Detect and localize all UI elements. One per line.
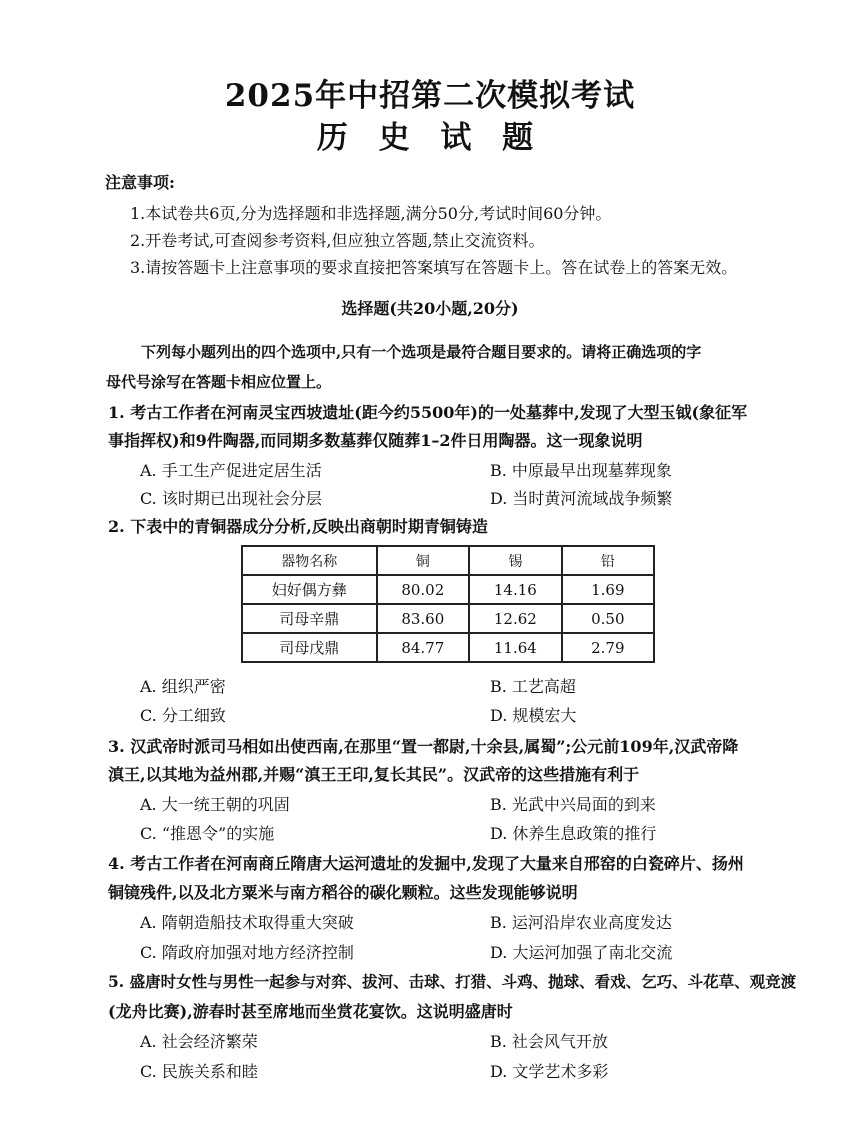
- table-cell: 14.16: [469, 575, 562, 604]
- table-cell: 司母辛鼎: [242, 604, 377, 633]
- question-3-stem: 3. 汉武帝时派司马相如出使西南,在那里“置一都尉,十余县,属蜀”;公元前109年,汉武帝降: [108, 737, 739, 756]
- question-4-option-c[interactable]: C. 隋政府加强对地方经济控制: [140, 943, 354, 962]
- question-5-option-d[interactable]: D. 文学艺术多彩: [490, 1062, 609, 1081]
- table-header-row: [242, 546, 654, 575]
- table-cell: 80.02: [377, 575, 470, 604]
- table-header-cell: 锡: [469, 546, 562, 575]
- section-instruction: 下列每小题列出的四个选项中,只有一个选项是最符合题目要求的。请将正确选项的字: [141, 343, 702, 361]
- question-3-option-b[interactable]: B. 光武中兴局面的到来: [490, 795, 656, 814]
- question-1-option-c[interactable]: C. 该时期已出现社会分层: [140, 489, 322, 508]
- table-cell: 1.69: [562, 575, 654, 604]
- question-2-option-b[interactable]: B. 工艺高超: [490, 677, 576, 696]
- question-2-option-a[interactable]: A. 组织严密: [140, 677, 226, 696]
- question-3-option-c[interactable]: C. “推恩令”的实施: [140, 824, 275, 843]
- table-header-cell: 器物名称: [242, 546, 377, 575]
- question-1-option-d[interactable]: D. 当时黄河流域战争频繁: [490, 489, 673, 508]
- table-cell: 11.64: [469, 633, 562, 662]
- question-3-option-d[interactable]: D. 休养生息政策的推行: [490, 824, 657, 843]
- table-cell: 司母戊鼎: [242, 633, 377, 662]
- bronze-composition-table: [241, 545, 655, 663]
- question-3-option-a[interactable]: A. 大一统王朝的巩固: [140, 795, 290, 814]
- question-5-option-b[interactable]: B. 社会风气开放: [490, 1032, 608, 1051]
- question-5-option-a[interactable]: A. 社会经济繁荣: [140, 1032, 258, 1051]
- notice-item: 3.请按答题卡上注意事项的要求直接把答案填写在答题卡上。答在试卷上的答案无效。: [130, 258, 738, 277]
- notice-title: 注意事项:: [105, 173, 175, 192]
- table-cell: 妇好偶方彝: [242, 575, 377, 604]
- question-4-stem: 铜镜残件,以及北方粟米与南方稻谷的碳化颗粒。这些发现能够说明: [108, 883, 578, 902]
- question-4-option-b[interactable]: B. 运河沿岸农业高度发达: [490, 913, 672, 932]
- question-2-option-c[interactable]: C. 分工细致: [140, 706, 226, 725]
- question-1-option-a[interactable]: A. 手工生产促进定居生活: [140, 461, 322, 480]
- exam-title: 2025年中招第二次模拟考试: [224, 78, 636, 114]
- exam-subtitle: 历 史 试 题: [316, 120, 544, 156]
- table-cell: 83.60: [377, 604, 470, 633]
- table-row: [242, 633, 654, 662]
- question-1-option-b[interactable]: B. 中原最早出现墓葬现象: [490, 461, 672, 480]
- table-row: [242, 604, 654, 633]
- question-5-stem: 5. 盛唐时女性与男性一起参与对弈、拔河、击球、打猎、斗鸡、抛球、看戏、乞巧、斗花草、观竞渡: [108, 972, 797, 991]
- question-1-stem: 1. 考古工作者在河南灵宝西坡遗址(距今约5500年)的一处墓葬中,发现了大型玉钺(象征军: [108, 403, 748, 422]
- question-4-stem: 4. 考古工作者在河南商丘隋唐大运河遗址的发掘中,发现了大量来自邢窑的白瓷碎片、扬州: [108, 854, 744, 873]
- table-cell: 2.79: [562, 633, 654, 662]
- question-4-option-a[interactable]: A. 隋朝造船技术取得重大突破: [140, 913, 354, 932]
- table-cell: 84.77: [377, 633, 470, 662]
- table-row: [242, 575, 654, 604]
- question-3-stem: 滇王,以其地为益州郡,并赐“滇王王印,复长其民”。汉武帝的这些措施有利于: [108, 765, 640, 784]
- question-4-option-d[interactable]: D. 大运河加强了南北交流: [490, 943, 673, 962]
- question-2-option-d[interactable]: D. 规模宏大: [490, 706, 577, 725]
- table-header-cell: 铜: [377, 546, 470, 575]
- table-cell: 0.50: [562, 604, 654, 633]
- notice-item: 2.开卷考试,可查阅参考资料,但应独立答题,禁止交流资料。: [130, 231, 545, 250]
- section-title: 选择题(共20小题,20分): [341, 299, 519, 318]
- table-cell: 12.62: [469, 604, 562, 633]
- question-5-option-c[interactable]: C. 民族关系和睦: [140, 1062, 258, 1081]
- question-5-stem: (龙舟比赛),游春时甚至席地而坐赏花宴饮。这说明盛唐时: [108, 1002, 513, 1021]
- table-header-cell: 铅: [562, 546, 654, 575]
- notice-item: 1.本试卷共6页,分为选择题和非选择题,满分50分,考试时间60分钟。: [130, 204, 612, 223]
- question-1-stem: 事指挥权)和9件陶器,而同期多数墓葬仅随葬1–2件日用陶器。这一现象说明: [108, 431, 643, 450]
- section-instruction: 母代号涂写在答题卡相应位置上。: [106, 373, 332, 391]
- question-2-stem: 2. 下表中的青铜器成分分析,反映出商朝时期青铜铸造: [108, 517, 488, 536]
